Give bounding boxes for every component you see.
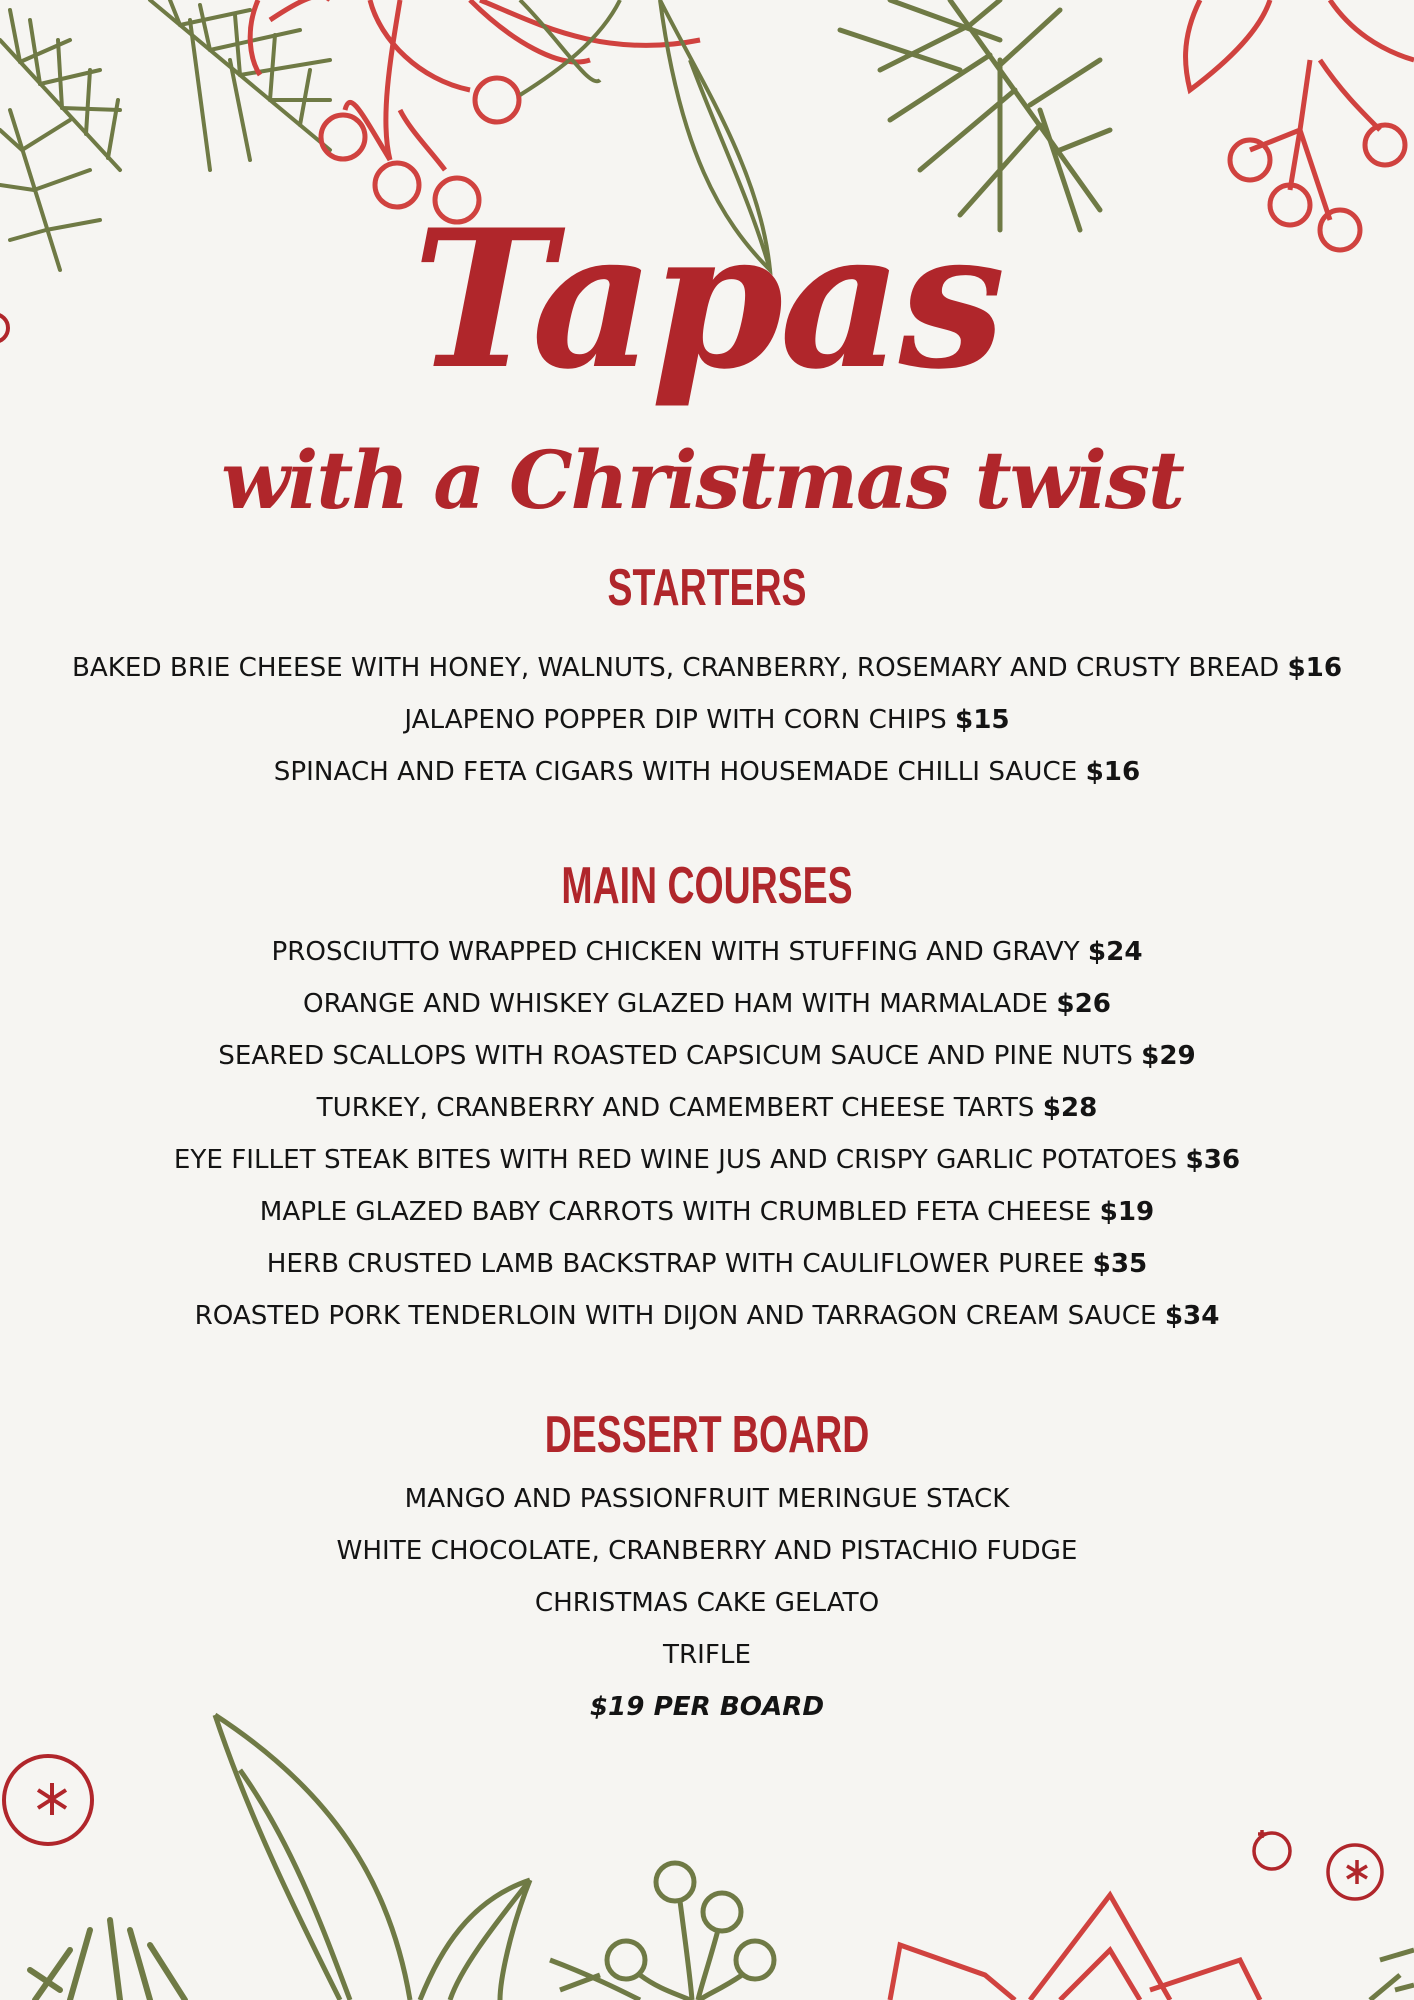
list-item (0, 926, 1414, 978)
list-item (0, 642, 1414, 694)
list-item (0, 1030, 1414, 1082)
item-name: ORANGE AND WHISKEY GLAZED HAM WITH MARMALADE (303, 989, 1049, 1019)
item-price: $26 (1056, 989, 1111, 1019)
item-price: $29 (1141, 1041, 1196, 1071)
item-price: $19 (1099, 1197, 1155, 1227)
item-name: PROSCIUTTO WRAPPED CHICKEN WITH STUFFING AND GRAVY (271, 937, 1080, 967)
item-name: ROASTED PORK TENDERLOIN WITH DIJON AND TARRAGON CREAM SAUCE (194, 1301, 1157, 1331)
list-item (0, 1238, 1414, 1290)
list-item (0, 1290, 1414, 1342)
leaf-icon (215, 1715, 530, 2000)
list-item: MANGO AND PASSIONFRUIT MERINGUE STACK (404, 1484, 1010, 1514)
ornament-icon (1254, 1830, 1382, 1899)
item-price: $15 (955, 705, 1010, 735)
pine-branch-icon (1370, 1950, 1414, 2000)
item-price: $34 (1164, 1301, 1220, 1331)
dessert-board-list (0, 1473, 1414, 1733)
item-price: $28 (1042, 1093, 1098, 1123)
menu-subtitle: with a Christmas twist (221, 433, 1183, 527)
item-price: $35 (1092, 1249, 1148, 1279)
item-name: TURKEY, CRANBERRY AND CAMEMBERT CHEESE TARTS (316, 1093, 1035, 1123)
menu-title: Tapas (412, 188, 1002, 411)
item-name: BAKED BRIE CHEESE WITH HONEY, WALNUTS, CRANBERRY, ROSEMARY AND CRUSTY BREAD (71, 653, 1280, 683)
starters-list (0, 642, 1414, 798)
item-name: EYE FILLET STEAK BITES WITH RED WINE JUS AND CRISPY GARLIC POTATOES (173, 1145, 1178, 1175)
item-name: MAPLE GLAZED BABY CARROTS WITH CRUMBLED FETA CHEESE (259, 1197, 1092, 1227)
pine-branch-icon (30, 1920, 185, 2000)
list-item: CHRISTMAS CAKE GELATO (534, 1588, 880, 1618)
item-name: JALAPENO POPPER DIP WITH CORN CHIPS (404, 705, 947, 735)
item-price: $16 (1287, 653, 1343, 683)
list-item (0, 1186, 1414, 1238)
item-price: $16 (1085, 757, 1141, 787)
item-name: HERB CRUSTED LAMB BACKSTRAP WITH CAULIFLOWER PUREE (266, 1249, 1085, 1279)
ornament-icon (4, 1756, 92, 1844)
main-courses-heading: MAIN COURSES (561, 857, 853, 915)
list-item: TRIFLE (662, 1640, 751, 1670)
list-item (0, 1082, 1414, 1134)
dessert-board-heading: DESSERT BOARD (544, 1406, 870, 1464)
list-item (0, 1134, 1414, 1186)
item-price: $24 (1087, 937, 1143, 967)
poinsettia-icon (890, 1895, 1260, 2000)
item-name: SEARED SCALLOPS WITH ROASTED CAPSICUM SAUCE AND PINE NUTS (218, 1041, 1133, 1071)
item-price: $36 (1185, 1145, 1241, 1175)
list-item (0, 746, 1414, 798)
list-item: WHITE CHOCOLATE, CRANBERRY AND PISTACHIO FUDGE (336, 1536, 1078, 1566)
holly-berry-icon (550, 1863, 774, 2000)
list-item (0, 978, 1414, 1030)
starters-heading: STARTERS (607, 559, 807, 617)
main-courses-list (0, 926, 1414, 1342)
item-name: SPINACH AND FETA CIGARS WITH HOUSEMADE CHILLI SAUCE (273, 757, 1078, 787)
dessert-price-note: $19 PER BOARD (589, 1692, 825, 1722)
list-item (0, 694, 1414, 746)
